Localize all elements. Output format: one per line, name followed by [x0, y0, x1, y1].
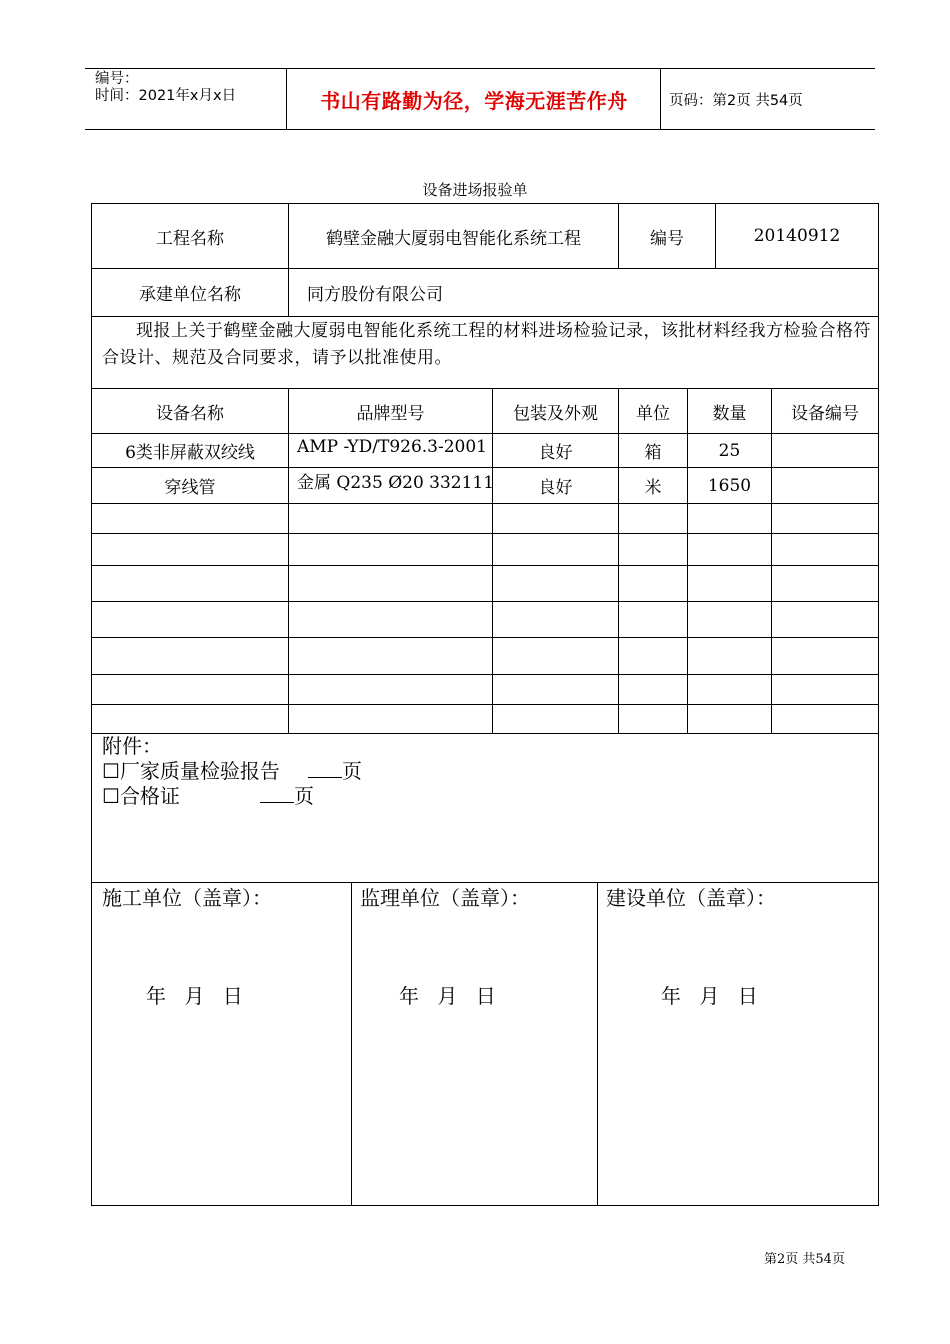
table-cell: 箱: [644, 443, 662, 463]
table-cell: 穿线管: [164, 478, 216, 498]
construction-unit-seal-label: 施工单位（盖章）：: [102, 886, 272, 910]
col-divider: [597, 882, 598, 1205]
page-header: [85, 68, 875, 130]
project-number-label: 编号: [650, 228, 684, 249]
header-page-number: 页码：第2页 共54页: [669, 92, 803, 109]
table-header-cell: 数量: [712, 403, 747, 424]
table-header-cell: 包装及外观: [513, 403, 598, 424]
table-cell: AMP -YD/T926.3-2001: [297, 437, 487, 457]
col-divider: [288, 388, 289, 733]
owner-unit-seal-label: 建设单位（盖章）：: [606, 886, 776, 910]
project-name-label: 工程名称: [156, 228, 224, 249]
page-footer: 第2页 共54页: [764, 1252, 845, 1267]
row-divider: [92, 637, 878, 638]
attachment-label: 合格证: [119, 784, 180, 808]
table-cell: 6类非屏蔽双绞线: [125, 443, 255, 463]
row-divider: [92, 533, 878, 534]
table-cell: 良好: [538, 443, 573, 463]
table-header-cell: 设备名称: [156, 403, 224, 424]
table-cell: [772, 434, 878, 467]
form-title: 设备进场报验单: [422, 181, 528, 199]
attachments-section: [102, 734, 362, 809]
table-cell: 良好: [538, 478, 573, 498]
project-number-value: 20140912: [753, 226, 841, 246]
row-divider: [92, 674, 878, 675]
row-divider: [92, 316, 878, 317]
page-count-blank[interactable]: [260, 784, 294, 803]
supervision-unit-date: 年 月 日: [399, 984, 496, 1008]
contractor-value: 同方股份有限公司: [307, 285, 443, 305]
table-cell: 金属 Q235 Ø20 332111: [297, 472, 495, 493]
row-divider: [92, 601, 878, 602]
contractor-label: 承建单位名称: [139, 285, 241, 305]
time-label: 时间：2021年x月x日: [95, 88, 237, 104]
attachment-item: [102, 759, 362, 784]
attachment-item: [102, 784, 362, 809]
checkbox-icon[interactable]: ☐: [102, 759, 120, 783]
table-header-cell: 品牌型号: [356, 403, 425, 424]
table-cell: 25: [718, 440, 741, 461]
owner-unit-date: 年 月 日: [661, 984, 758, 1008]
row-divider: [92, 565, 878, 566]
construction-unit-date: 年 月 日: [146, 984, 243, 1008]
header-meta: [95, 71, 236, 105]
supervision-unit-seal-label: 监理单位（盖章）：: [360, 886, 530, 910]
attachments-title: 附件：: [102, 734, 162, 758]
attachment-label: 厂家质量检验报告: [119, 759, 280, 783]
checkbox-icon[interactable]: ☐: [102, 784, 120, 808]
table-header-cell: 单位: [636, 403, 670, 424]
col-divider: [351, 882, 352, 1205]
table-header-cell: 设备编号: [791, 403, 859, 424]
attachment-suffix: 页: [341, 759, 362, 783]
table-cell: 1650: [707, 475, 752, 496]
attachment-suffix: 页: [293, 784, 314, 808]
header-motto: 书山有路勤为径，学海无涯苦作舟: [320, 88, 628, 113]
table-cell: [772, 468, 878, 503]
page-count-blank[interactable]: [308, 759, 342, 778]
statement-text: 现报上关于鹤壁金融大厦弱电智能化系统工程的材料进场检验记录，该批材料经我方检验合格符合设计、规范及合同要求，请予以批准使用。: [102, 321, 871, 368]
inspection-form: [91, 203, 879, 1206]
row-divider: [92, 503, 878, 504]
row-divider: [92, 704, 878, 705]
number-label: 编号：: [95, 71, 139, 87]
project-name-value: 鹤壁金融大厦弱电智能化系统工程: [326, 228, 581, 249]
header-divider: [660, 69, 661, 129]
table-cell: 米: [644, 478, 662, 498]
